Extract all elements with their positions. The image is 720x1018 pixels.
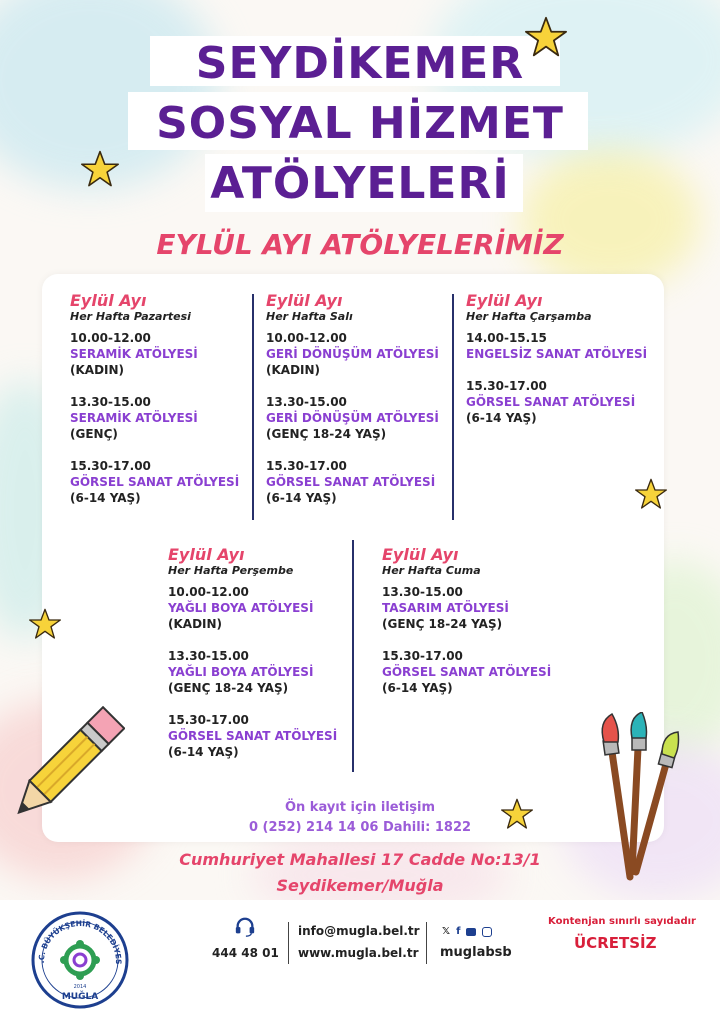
star-icon — [28, 608, 62, 640]
hotline-number[interactable]: 444 48 01 — [212, 946, 279, 960]
pencil-icon — [0, 706, 125, 831]
slot-workshop: GÖRSEL SANAT ATÖLYESİ — [168, 729, 338, 743]
subtitle: EYLÜL AYI ATÖLYELERİMİZ — [156, 228, 564, 261]
address-line-1: Cumhuriyet Mahallesi 17 Cadde No:13/1 — [179, 850, 541, 869]
slot-group: (GENÇ 18-24 YAŞ) — [266, 427, 387, 441]
column-divider — [352, 540, 354, 772]
weekday-label: Her Hafta Perşembe — [168, 564, 294, 577]
workshop-slot — [168, 584, 348, 632]
slot-time: 10.00-12.00 — [266, 331, 347, 345]
schedule-column-thursday — [168, 546, 348, 776]
slot-group: (6-14 YAŞ) — [382, 681, 453, 695]
footer-divider — [426, 922, 427, 964]
schedule-column-wednesday — [466, 292, 656, 442]
slot-group: (KADIN) — [168, 617, 223, 631]
slot-group: (6-14 YAŞ) — [466, 411, 537, 425]
month-label: Eylül Ayı — [466, 291, 543, 310]
contact-phone[interactable]: 0 (252) 214 14 06 Dahili: 1822 — [248, 820, 472, 835]
slot-group: (GENÇ 18-24 YAŞ) — [382, 617, 503, 631]
slot-time: 13.30-15.00 — [382, 585, 463, 599]
title-line-2: SOSYAL HİZMET — [156, 98, 564, 149]
slot-workshop: GÖRSEL SANAT ATÖLYESİ — [70, 475, 240, 489]
address-line-2: Seydikemer/Muğla — [276, 876, 444, 895]
email-link[interactable]: info@mugla.bel.tr — [298, 924, 420, 938]
slot-workshop: SERAMİK ATÖLYESİ — [70, 411, 198, 425]
x-icon[interactable]: 𝕏 — [442, 926, 451, 937]
municipality-logo — [30, 910, 130, 1010]
slot-time: 10.00-12.00 — [168, 585, 249, 599]
weekday-label: Her Hafta Salı — [266, 310, 353, 323]
workshop-slot — [70, 394, 250, 442]
star-icon — [500, 798, 534, 830]
slot-workshop: YAĞLI BOYA ATÖLYESİ — [168, 601, 314, 615]
municipality-seal-icon — [30, 910, 130, 1010]
star-icon — [80, 150, 120, 188]
free-label: ÜCRETSİZ — [574, 934, 657, 952]
month-label: Eylül Ayı — [266, 291, 343, 310]
slot-time: 15.30-17.00 — [266, 459, 347, 473]
weekday-label: Her Hafta Cuma — [382, 564, 481, 577]
schedule-column-friday — [382, 546, 572, 712]
slot-time: 13.30-15.00 — [266, 395, 347, 409]
workshop-slot — [382, 648, 572, 696]
workshop-slot — [266, 458, 450, 506]
month-label: Eylül Ayı — [70, 291, 147, 310]
logo-city: MUĞLA — [61, 992, 99, 1002]
column-divider — [452, 294, 454, 520]
facebook-icon[interactable]: f — [456, 926, 461, 937]
slot-workshop: GERİ DÖNÜŞÜM ATÖLYESİ — [266, 411, 439, 425]
workshop-slot — [168, 648, 348, 696]
weekday-label: Her Hafta Çarşamba — [466, 310, 592, 323]
column-divider — [252, 294, 254, 520]
quota-note: Kontenjan sınırlı sayıdadır — [548, 916, 696, 927]
star-icon — [634, 478, 668, 510]
slot-time: 14.00-15.15 — [466, 331, 547, 345]
workshop-slot — [466, 378, 656, 426]
slot-group: (6-14 YAŞ) — [168, 745, 239, 759]
slot-workshop: GÖRSEL SANAT ATÖLYESİ — [266, 475, 436, 489]
title-line-1: SEYDİKEMER — [195, 38, 525, 89]
youtube-icon[interactable] — [466, 928, 476, 936]
workshop-slot — [266, 394, 450, 442]
slot-group: (KADIN) — [266, 363, 321, 377]
workshop-slot — [70, 458, 250, 506]
logo-year: 2014 — [73, 984, 87, 990]
slot-workshop: TASARIM ATÖLYESİ — [382, 601, 509, 615]
slot-group: (GENÇ 18-24 YAŞ) — [168, 681, 289, 695]
slot-workshop: SERAMİK ATÖLYESİ — [70, 347, 198, 361]
headset-icon — [234, 916, 256, 938]
slot-time: 13.30-15.00 — [168, 649, 249, 663]
month-label: Eylül Ayı — [382, 545, 459, 564]
workshop-slot — [382, 584, 572, 632]
weekday-label: Her Hafta Pazartesi — [70, 310, 191, 323]
slot-group: (GENÇ) — [70, 427, 118, 441]
slot-group: (KADIN) — [70, 363, 125, 377]
workshop-slot — [466, 330, 656, 362]
social-handle[interactable]: muglabsb — [440, 945, 512, 960]
contact-label: Ön kayıt için iletişim — [284, 800, 436, 815]
workshop-slot — [266, 330, 450, 378]
social-icons — [442, 926, 492, 937]
slot-workshop: ENGELSİZ SANAT ATÖLYESİ — [466, 347, 648, 361]
slot-workshop: GÖRSEL SANAT ATÖLYESİ — [382, 665, 552, 679]
title-line-3: ATÖLYELERİ — [210, 158, 510, 209]
slot-time: 15.30-17.00 — [382, 649, 463, 663]
schedule-column-monday — [70, 292, 250, 522]
slot-time: 15.30-17.00 — [466, 379, 547, 393]
slot-time: 13.30-15.00 — [70, 395, 151, 409]
footer-divider — [288, 922, 289, 964]
slot-group: (6-14 YAŞ) — [70, 491, 141, 505]
slot-workshop: GÖRSEL SANAT ATÖLYESİ — [466, 395, 636, 409]
website-link[interactable]: www.mugla.bel.tr — [298, 946, 419, 960]
instagram-icon[interactable] — [482, 927, 492, 937]
star-icon — [524, 16, 568, 58]
schedule-column-tuesday — [266, 292, 450, 522]
slot-group: (6-14 YAŞ) — [266, 491, 337, 505]
workshop-slot — [168, 712, 348, 760]
slot-workshop: YAĞLI BOYA ATÖLYESİ — [168, 665, 314, 679]
month-label: Eylül Ayı — [168, 545, 245, 564]
workshop-slot — [70, 330, 250, 378]
slot-time: 15.30-17.00 — [70, 459, 151, 473]
paintbrush-icon — [590, 712, 690, 882]
slot-time: 15.30-17.00 — [168, 713, 249, 727]
logo-arc-text: .C. BÜYÜKŞEHİR BELEDİYES — [36, 918, 124, 965]
slot-time: 10.00-12.00 — [70, 331, 151, 345]
slot-workshop: GERİ DÖNÜŞÜM ATÖLYESİ — [266, 347, 439, 361]
